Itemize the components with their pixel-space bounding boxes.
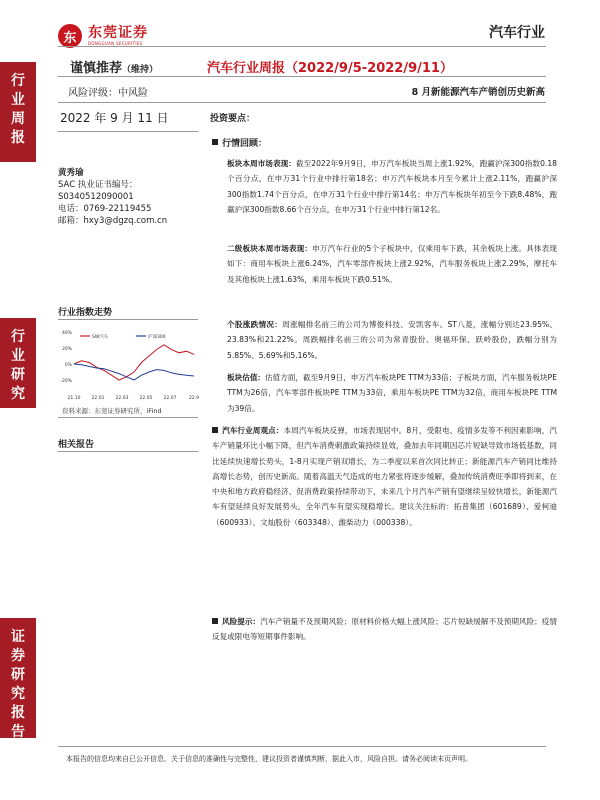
logo-icon: 东 [58,24,82,48]
related-reports-heading: 相关报告 [58,440,95,450]
chart-source-divider [58,417,198,418]
side-tab-research: 行业研究 [0,318,36,408]
analyst-cert-no: S0340512090001 [58,192,134,202]
legend-label: SW汽车 [92,335,109,340]
disclaimer-footer: 本报告的信息均来自已公开信息，关于信息的准确性与完整性，建议投资者谨慎判断，据此入市，风险自担。请务必阅读末页声明。 [66,755,472,763]
subtitle-divider [58,102,546,103]
x-tick-label: 22.05 [139,396,153,401]
legend-label: 沪深300 [148,335,166,340]
paragraph-stock-moves: 个股涨跌情况：周涨幅排名前三的公司为博俊科技、安凯客车、ST八菱，涨幅分别达23.95%、23.83%和21.22%。周跌幅排名前三的公司为常青股份、奥福环保、跃岭股份，跌幅分别为5.85%、5.69%和5.16%。 [227,320,558,360]
report-title: 汽车行业周报（2022/9/5-2022/9/11） [207,61,453,76]
related-divider [58,451,198,452]
footer-divider [58,746,546,747]
y-tick-label: 0% [64,363,72,368]
rating [70,57,158,76]
rating-note: （维持） [122,65,159,75]
analyst-info [58,167,167,227]
bullet-square-icon [212,427,218,433]
y-tick-label: 20% [61,347,72,352]
risk-rating: 风险评级：中风险 [68,88,148,99]
paragraph-weekly-view: 汽车行业周观点：本周汽车板块反弹，市场表现居中。8月，受限电、疫情多发等不利因素影响，汽车产销量环比小幅下降，但汽车消费刺激政策持续显效，叠加去年同期因芯片短缺导致市场低基数，同比延续快速增长势头，1-8月实现产销双增长，为二季度以来首次同比转正；新能源汽车产销同比维持高增长态势，创历史新高。随着高温天气造成的电力紧张将逐步缓解，叠加传统消费旺季即将到来，在中央和地方政府稳经济、促消费政策持续带动下，未来几个月汽车产销有望继续呈较快增长，新能源汽车有望延续良好发展势头，全年汽车有望实现稳增长。建议关注标的：拓普集团（601689）、爱柯迪（600933）、文灿股份（603348）、潍柴动力（000338）。 [212,426,558,527]
x-tick-label: 22.01 [91,396,105,401]
paragraph-risk: 风险提示：汽车产销量不及预期风险；原材料价格大幅上涨风险；芯片短缺缓解不及预期风险；疫情反复或限电等短期事件影响。 [212,617,558,642]
logo-name: 东莞证券 [88,25,148,41]
paragraph-sector-performance: 板块本周市场表现：截至2022年9月9日，申万汽车板块当周上涨1.92%，跑赢沪深300指数0.18个百分点，在申万31个行业中排行第18名；申万汽车板块本月至今累计上涨2.11%，跑赢沪深300指数1.74个百分点，在申万31个行业中排行第14名；申万汽车板块年初至今下跌8.48%，跑赢沪深300指数8.66个百分点，在申万31个行业中排行第12名。 [227,159,558,214]
x-tick-label: 22.9 [188,396,200,401]
header-divider [58,46,546,47]
chart-source: 资料来源：东莞证券研究所，iFind [62,407,162,415]
y-tick-label: 40% [61,331,72,336]
market-review-heading: 行情回顾： [212,136,267,149]
industry-label: 汽车行业 [489,25,545,41]
logo-name-en: DONGGUAN SECURITIES [88,41,143,46]
date-divider [58,131,198,132]
rating-label: 谨慎推荐 [70,61,123,76]
x-tick-label: 22.03 [115,396,129,401]
analyst-phone: 电话：0769-22119455 [58,204,152,214]
report-date: 2022 年 9 月 11 日 [60,111,169,125]
bullet-square-icon [212,618,218,624]
paragraph-valuation: 板块估值：估值方面，截至9月9日，申万汽车板块PE TTM为33倍；子板块方面，汽车服务板块PE TTM为26倍，汽车零部件板块PE TTM为33倍，乘用车板块PE TTM为32倍，商用车板块PE TTM为39倍。 [227,373,558,413]
key-points-heading: 投资要点： [210,114,256,124]
y-tick-label: -20% [60,379,72,384]
industry-index-chart [58,326,198,402]
x-tick-label: 22.07 [163,396,177,401]
title-divider [58,76,546,77]
report-subtitle: 8 月新能源汽车产销创历史新高 [411,87,545,98]
chart-title: 行业指数走势 [58,308,113,318]
bullet-square-icon [212,139,218,145]
x-tick-label: 21.10 [67,396,81,401]
paragraph-sub-sector: 二级板块本周市场表现：申万汽车行业的5个子板块中，仅乘用车下跌，其余板块上涨。具体表现如下：商用车板块上涨6.24%，汽车零部件板块上涨2.92%，汽车服务板块上涨2.29%，摩托车及其他板块上涨1.63%，乘用车板块下跌0.51%。 [227,244,558,284]
side-tab-weekly: 行业周报 [0,62,36,162]
side-tab-securities-report: 证券研究报告 [0,618,36,738]
analyst-cert-label: SAC 执业证书编号： [58,180,138,190]
series-line-sw-auto [74,345,194,380]
chart-title-divider [58,319,198,320]
analyst-name: 黄秀瑜 [58,168,84,178]
analyst-email[interactable]: 邮箱：hxy3@dgzq.com.cn [58,216,168,226]
